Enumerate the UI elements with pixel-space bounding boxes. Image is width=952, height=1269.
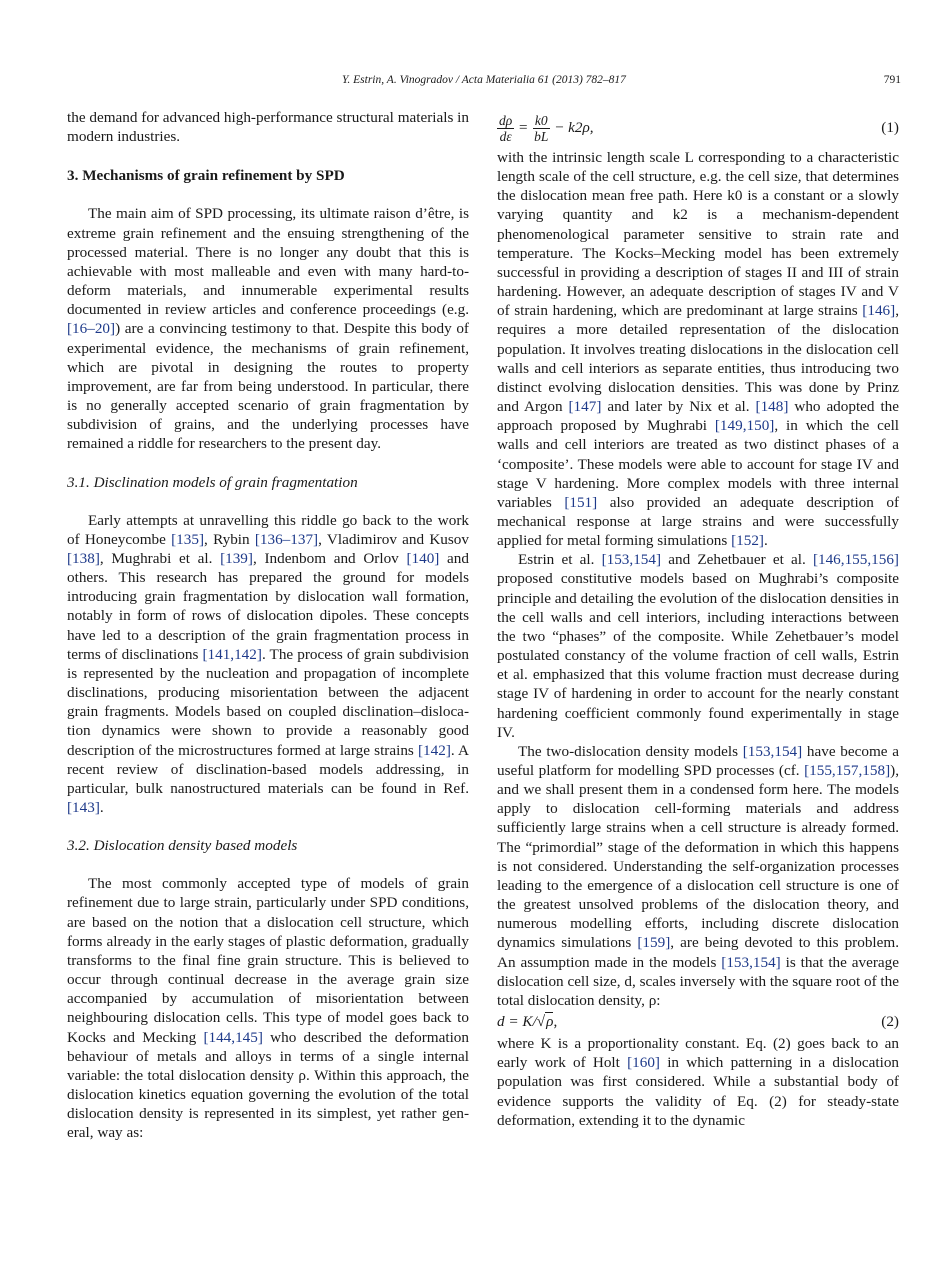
citation-link[interactable]: [138] (67, 549, 100, 567)
citation-link[interactable]: [143] (67, 799, 100, 816)
citation-link[interactable]: [152] (731, 532, 764, 550)
fraction: $\frac{d\rho}{d\varepsilon}$ (499, 112, 513, 144)
citation-link[interactable]: [149,150] (714, 417, 775, 435)
citation-link[interactable]: [141,142] (202, 645, 262, 663)
citation-link[interactable]: [136–137] (254, 530, 319, 548)
subsection-title-disclination: 3.1. Disclination models of grain fragmentation (67, 473, 358, 491)
running-title: Y. Estrin, A. Vinogradov / Acta Materialia 61 (2013) 782–817 (342, 74, 626, 86)
fraction: $\frac{k0}{bL}$ (534, 112, 549, 144)
citation-link[interactable]: [148] (755, 398, 789, 416)
page-number: 791 (883, 74, 901, 86)
section-title: 3. Mechanisms of grain refinement by SPD (67, 167, 345, 185)
intro-paragraph-tail: the demand for advanced high-performance structural materials in modern industries. (67, 109, 469, 146)
citation-link[interactable]: [153,154] (601, 551, 662, 569)
equation-number: (1) (881, 119, 899, 137)
equation-2: d = K/√ρ, (2) (497, 1013, 899, 1031)
citation-link[interactable]: [151] (564, 493, 598, 511)
citation-link[interactable]: [159] (637, 934, 671, 952)
equation-1: $\frac{d\rho}{d\varepsilon}$ = $\frac{k0}{bL}$ − k2ρ, (1) (499, 112, 899, 144)
citation-link[interactable]: [142] (417, 741, 451, 759)
paragraph-composite-models: Estrin et al. [153,154] and Zehetbauer et al. [146,155,156] proposed constitutive models based on Mughrabi’s composite principle and detailing the evolution of the dislocation densities in the cell walls and cell interiors, including interactions between the two “phases” of the composite. While Zehetbauer’s model postulated constancy of the volume fraction of cell walls, Estrin et al. emphasized that this volume fraction must decrease during stage IV of hardening in order to account for the nearly constant hardening coefficient commonly found experimentally in stage IV. (497, 551, 899, 741)
paragraph-aim: The main aim of SPD processing, its ultimate raison d’être, is extreme grain refinement and the ensuing strengthening of the processed material. There is no longer any doubt that this is achievable with most malleable and even with many hard-to-deform materials, and innumerable experimental results documented in review articles and conference proceedings (e.g. [16–20]) are a convincing testimony to that. Despite this body of experimental evidence, the mechanisms of grain refinement, which are pivotal in designing the routes to property improvement, are far from being understood. In particular, there is no generally accepted scenario of grain fragmentation by subdivision of grains, and the underlying processes have remained a riddle for researchers to the present day. (67, 205, 469, 453)
citation-link[interactable]: [153,154] (742, 742, 803, 760)
right-column (497, 108, 899, 1130)
paragraph-holt: where K is a proportionality constant. Eq. (2) goes back to an early work of Holt [160] in which patterning in a dislocation population was first considered. While a substantial body of evidence supports the validity of Eq. (2) for steady-state deformation, extending it to the dynamic (497, 1035, 900, 1129)
citation-link[interactable]: [155,157,158] (804, 762, 891, 779)
citation-link[interactable]: [140] (406, 549, 440, 567)
paragraph-kocks-mecking: with the intrinsic length scale L corresponding to a characteristic length scale of the cell structure, e.g. the cell size, that determines the dislocation mean free path. Here k0 is a constant or a slowly varying quantity and k2 is a mechanism-dependent phenomenological parameter sensitive to strain rate and temperature. The Kocks–Mecking model has been extremely successful in providing a description of stages II and III of strain hardening. However, an adequate description of stages IV and V of strain hardening, which are predominant at large strains [146], requires a more detailed representation of the dislocation population. It involves treating dislocations in the dislocation cell walls and cell interiors as separate entities, thus introducing two distinct evolving dislocation densities. This was done by Prinz and Argon [147] and later by Nix et al. [148] who adopted the approach proposed by Mughrabi [149,150], in which the cell walls and cell interiors are treated as two distinct phases of a ‘composite’. These models were able to account for stage IV and stage V hardening. More complex models with three internal variables [151] also provided an adequate description of mechanical response at large strains and were successfully applied for metal forming simulations [152]. (497, 149, 900, 550)
citation-link[interactable]: [16–20] (67, 320, 116, 338)
citation-link[interactable]: [160] (627, 1054, 660, 1072)
citation-link[interactable]: [153,154] (721, 953, 781, 971)
paragraph-disclination: Early attempts at unravelling this riddle go back to the work of Honeycombe [135], Rybin [136–137], Vladimirov and Kusov [138], Mughrabi et al. [139], Indenbom and Orlov [140] and others. This research has prepared the ground for models introducing grain fragmentation by dislocation wall formation, notably in form of rows of dislocation dipoles. These concepts have led to a description of the grain fragmentation process in terms of disclinations [141,142]. The process of grain subdivision is represented by the nucleation and propagation of incomplete disclinations, producing misorientation between the adjacent grain fragments. Models based on coupled disclination–dislocation dynamics were shown to provide a reasonably good description of the microstructures formed at large strains [142]. A recent review of disclination-based models addressing, in particular, bulk nanostructured materials can be found in Ref. [143]. (67, 511, 469, 816)
page-header (67, 74, 901, 92)
left-column (67, 108, 469, 1143)
citation-link[interactable]: [144,145] (203, 1028, 263, 1046)
equation-number: (2) (881, 1013, 899, 1031)
citation-link[interactable]: [135] (171, 530, 205, 548)
citation-link[interactable]: [147] (568, 398, 602, 416)
citation-link[interactable]: [146,155,156] (812, 551, 899, 569)
citation-link[interactable]: [139] (220, 549, 253, 567)
citation-link[interactable]: [146] (862, 302, 896, 320)
paragraph-two-dislocation: The two-dislocation density models [153,154] have become a useful platform for modelling SPD processes (cf. [155,157,158]), and we shall present them in a condensed form here. The models apply to dislocation cell-forming materials and address sufficiently large strains when a cell structure is already formed. The “primordial” stage of the deformation in which this happens is not considered. Understanding the self-organization processes leading to the emergence of a dislocation cell structure is one of the greatest unsolved problems of the dislocation theory, and numerous modelling efforts, including discrete dislocation dynamics simulations [159], are being devoted to this problem. An assumption made in the models [153,154] is that the average dislocation cell size, d, scales inversely with the square root of the total dislocation density, ρ: (497, 742, 899, 1009)
paragraph-dislocation-models: The most commonly accepted type of models of grain refinement due to large strain, particularly under SPD conditions, are based on the notion that a dislocation cell structure, which forms already in the early stages of plastic deformation, gradually transforms to the final fine grain structure. This is believed to occur through continual decrease in the average grain size accompanied by accumulation of misorientation between neighbouring dislocation cells. This type of model goes back to Kocks and Mecking [144,145] who described the deformation behaviour of metals and alloys in terms of a single internal variable: the total dislocation density ρ. Within this approach, the dislocation kinetics equation governing the evolution of the total dislocation density is represented in its simplest, yet rather general, way as: (67, 875, 469, 1142)
subsection-title-dislocation: 3.2. Dislocation density based models (67, 837, 298, 855)
